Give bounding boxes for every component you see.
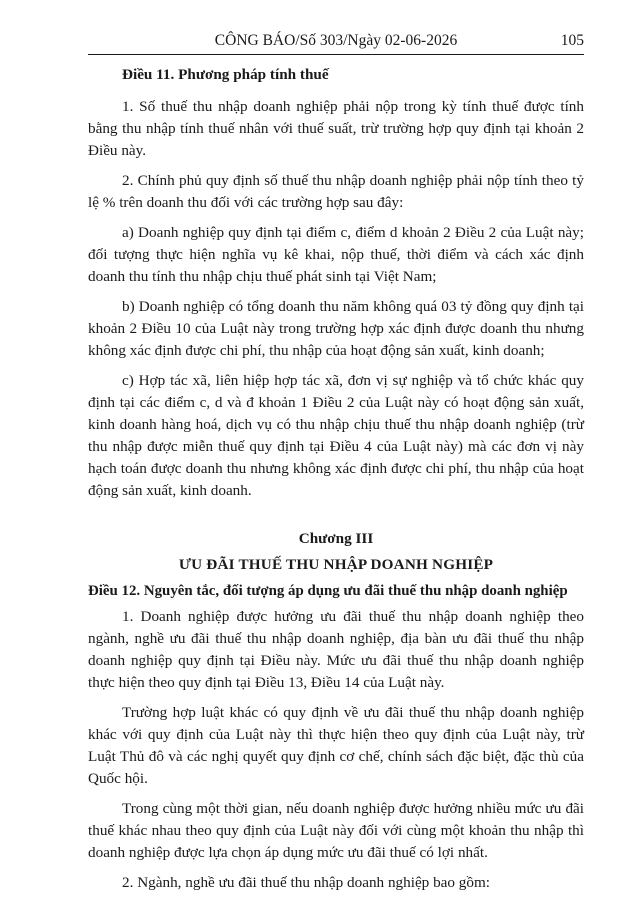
- chapter-label: Chương III: [298, 530, 374, 547]
- article-12-paragraph-3: Trong cùng một thời gian, nếu doanh nghiệp được hưởng nhiều mức ưu đãi thuế khác nhau theo quy định của Luật này đối với cùng một khoản thu nhập thì doanh nghiệp được lựa chọn áp dụng mức ưu đãi thuế có lợi nhất.: [88, 800, 584, 861]
- chapter-title: ƯU ĐÃI THUẾ THU NHẬP DOANH NGHIỆP: [178, 556, 494, 573]
- page-number: 105: [560, 32, 584, 49]
- article-12-clause-2: 2. Ngành, nghề ưu đãi thuế thu nhập doanh nghiệp bao gồm:: [122, 874, 491, 891]
- article-11-point-c: c) Hợp tác xã, liên hiệp hợp tác xã, đơn vị sự nghiệp và tổ chức khác quy định tại các điểm c, d và đ khoản 1 Điều 2 của Luật này có hoạt động sản xuất, kinh doanh hàng hoá, dịch vụ có thu nhập chịu thuế thu nhập doanh nghiệp (trừ thu nhập được miễn thuế quy định tại Điều 4 của Luật này) mà các đơn vị này hạch toán được doanh thu nhưng không xác định được chi phí, thu nhập của hoạt động sản xuất, kinh doanh.: [88, 372, 584, 499]
- document-body: [88, 64, 584, 902]
- article-12-title: Điều 12. Nguyên tắc, đối tượng áp dụng ưu đãi thuế thu nhập doanh nghiệp: [88, 583, 568, 599]
- publication-line: CÔNG BÁO/Số 303/Ngày 02-06-2026: [214, 32, 458, 49]
- page-header: [88, 27, 584, 53]
- article-12-paragraph-2: Trường hợp luật khác có quy định về ưu đãi thuế thu nhập doanh nghiệp khác với quy định của Luật này thì thực hiện theo quy định của Luật này, trừ Luật Thủ đô và các nghị quyết quy định cơ chế, chính sách đặc biệt, đặc thù của Quốc hội.: [88, 704, 584, 787]
- article-11-clause-2: 2. Chính phủ quy định số thuế thu nhập doanh nghiệp phải nộp tính theo tỷ lệ % trên doanh thu đối với các trường hợp sau đây:: [88, 172, 584, 211]
- article-11-title: Điều 11. Phương pháp tính thuế: [122, 66, 329, 83]
- header-rule: [88, 54, 584, 55]
- article-11-point-b: b) Doanh nghiệp có tổng doanh thu năm không quá 03 tỷ đồng quy định tại khoản 2 Điều 10 của Luật này trong trường hợp xác định được doanh thu nhưng không xác định được chi phí, thu nhập của hoạt động sản xuất, kinh doanh;: [88, 298, 584, 359]
- article-11-clause-1: 1. Số thuế thu nhập doanh nghiệp phải nộp trong kỳ tính thuế được tính bằng thu nhập tính thuế nhân với thuế suất, trừ trường hợp quy định tại khoản 2 Điều này.: [88, 98, 584, 159]
- article-12-clause-1: 1. Doanh nghiệp được hưởng ưu đãi thuế thu nhập doanh nghiệp theo ngành, nghề ưu đãi thuế thu nhập doanh nghiệp, địa bàn ưu đãi thuế thu nhập doanh nghiệp quy định tại Điều này. Mức ưu đãi thuế thu nhập doanh nghiệp thực hiện theo quy định tại Điều 13, Điều 14 của Luật này.: [88, 608, 584, 691]
- article-11-point-a: a) Doanh nghiệp quy định tại điểm c, điểm d khoản 2 Điều 2 của Luật này; đối tượng thực hiện nghĩa vụ kê khai, nộp thuế, thời điểm và cách xác định doanh thu tính thu nhập chịu thuế phát sinh tại Việt Nam;: [88, 224, 584, 285]
